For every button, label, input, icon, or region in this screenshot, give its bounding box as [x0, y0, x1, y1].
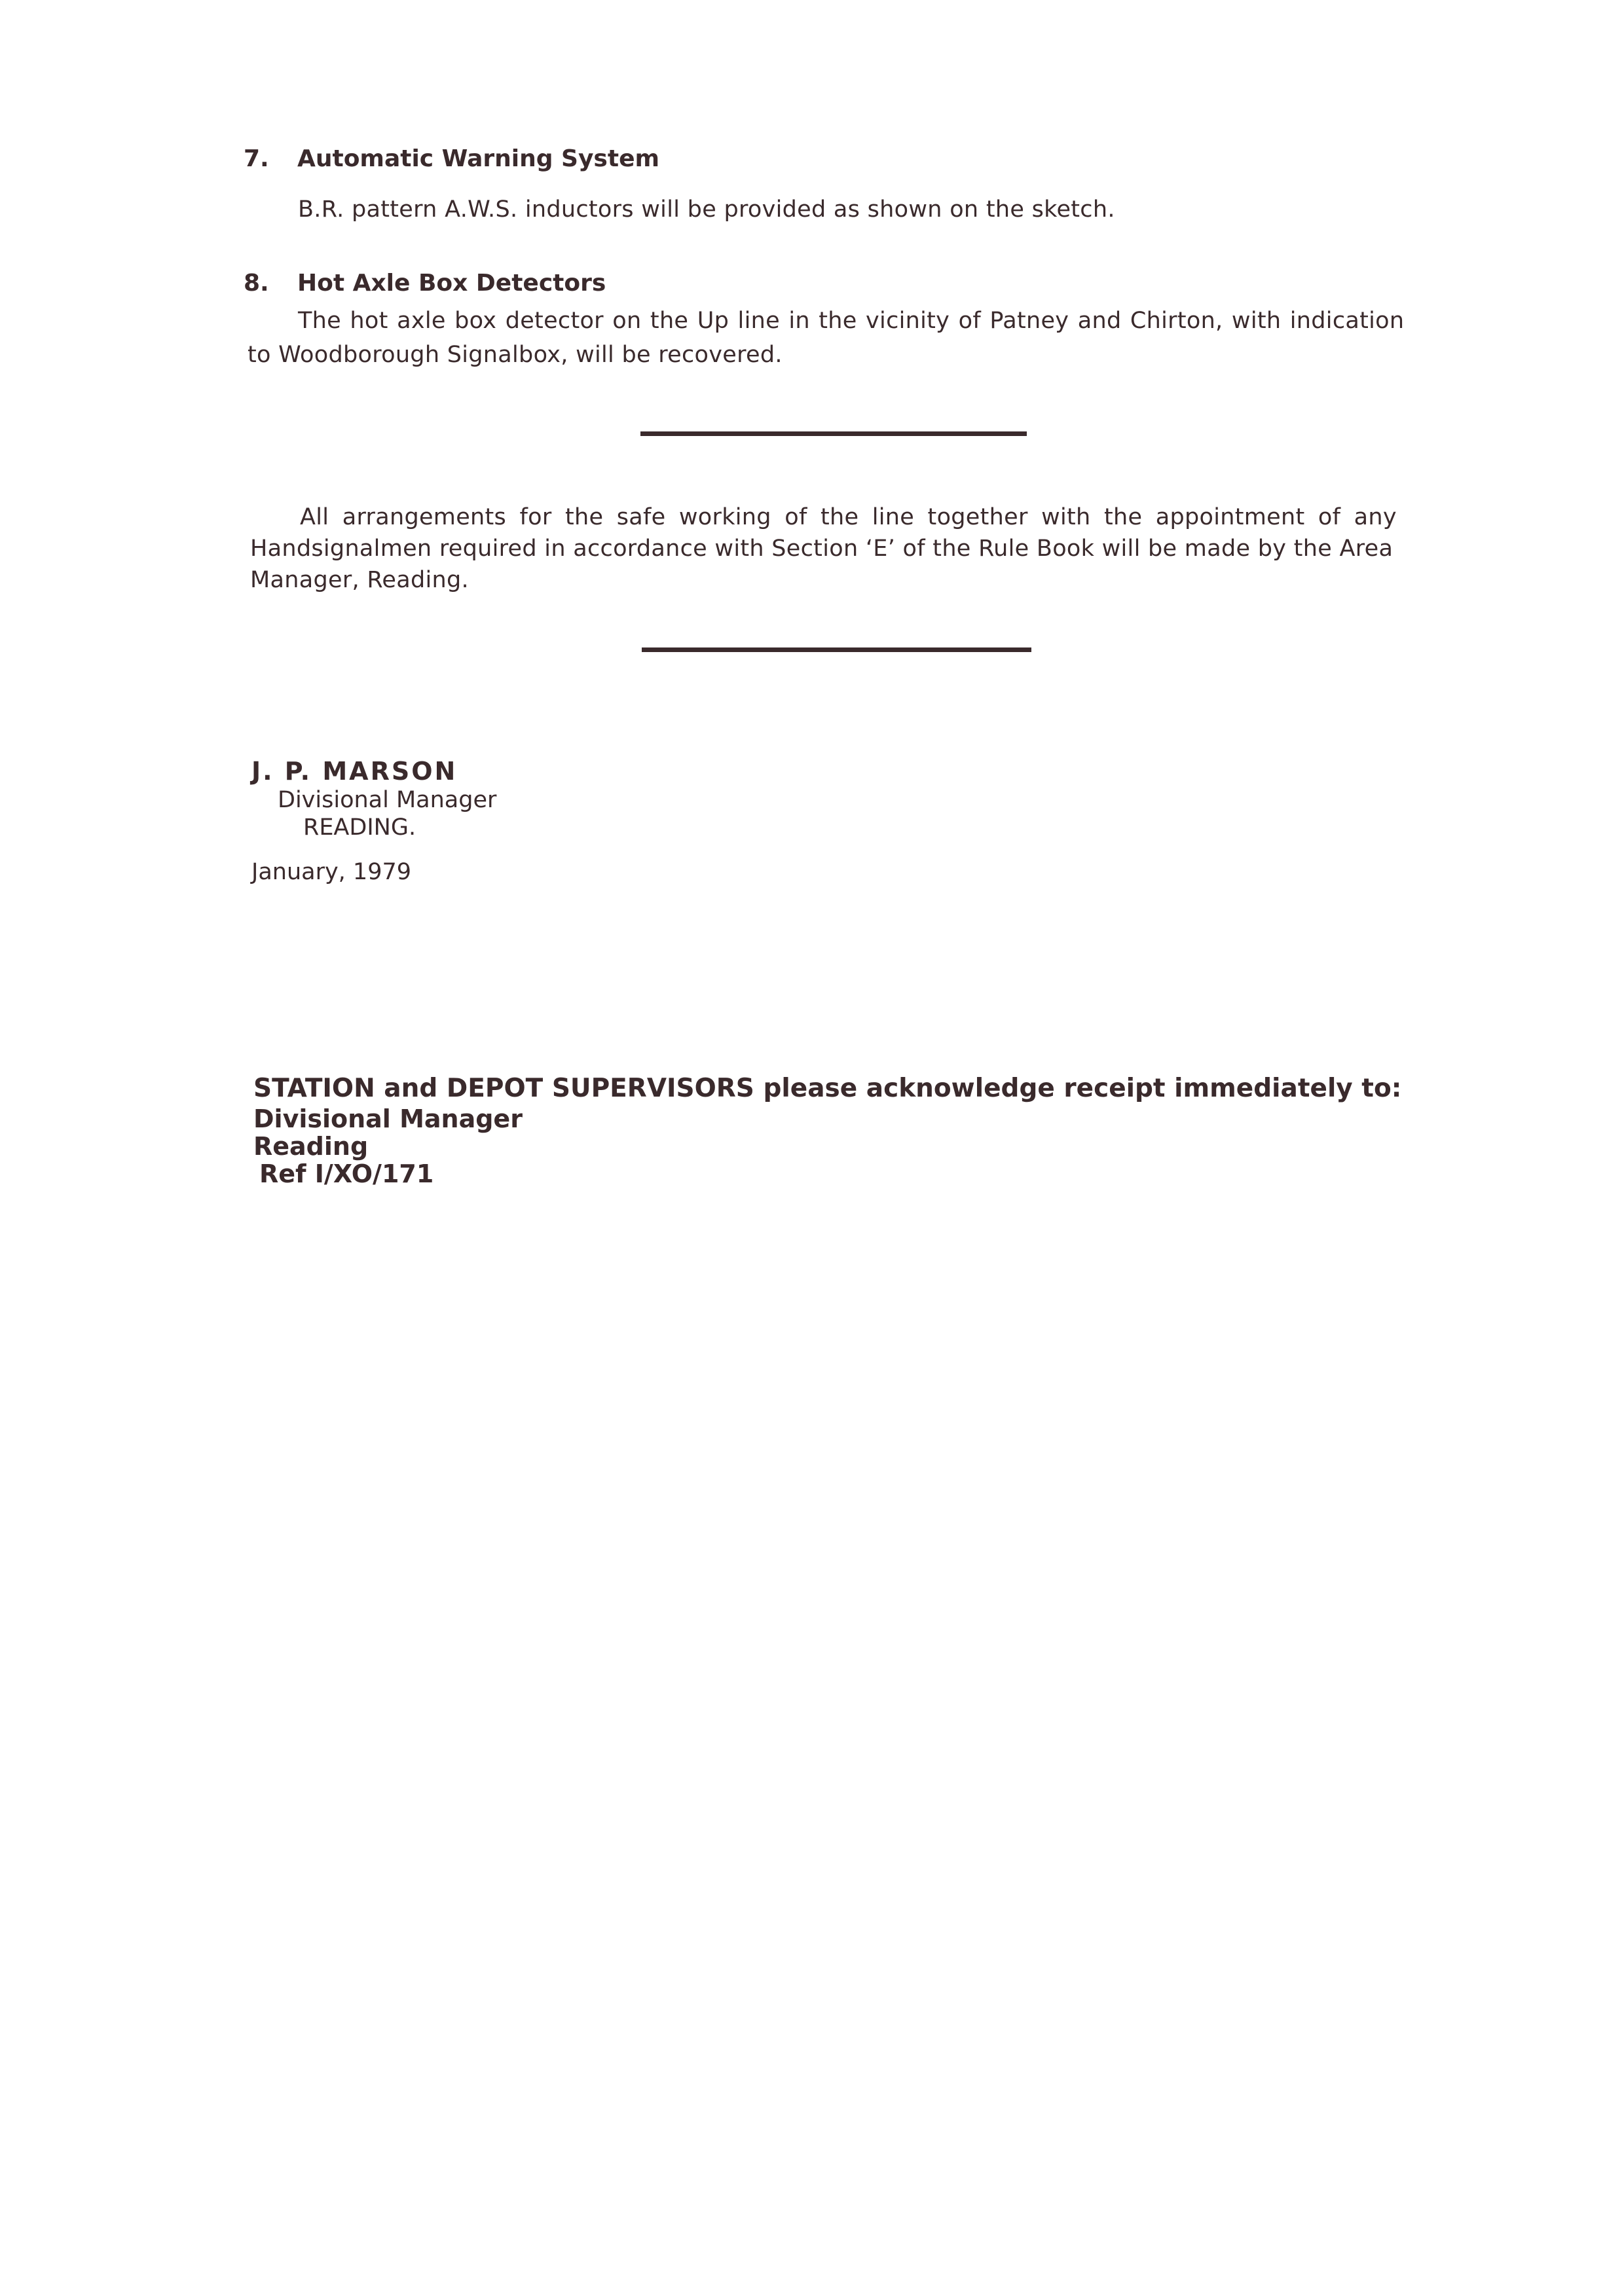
arrangements-text-line: Handsignalmen required in accordance with Section ‘E’ of the Rule Book will be made by the Area: [250, 536, 1393, 562]
signatory-location: READING.: [303, 814, 416, 841]
acknowledgement-recipient: Divisional Manager: [253, 1104, 523, 1133]
section-8-heading: [244, 270, 606, 297]
signatory-title: Divisional Manager: [278, 787, 497, 813]
section-8-text-line: to Woodborough Signalbox, will be recovered.: [248, 342, 783, 368]
document-date: January, 1979: [251, 859, 412, 885]
divider-rule: [642, 647, 1031, 652]
arrangements-text-line: All arrangements for the safe working of the line together with the appointment of any: [300, 504, 1397, 530]
divider-rule: [640, 431, 1027, 436]
acknowledgement-line: STATION and DEPOT SUPERVISORS please acknowledge receipt immediately to:: [253, 1074, 1402, 1103]
section-title: Hot Axle Box Detectors: [297, 270, 606, 297]
section-number: 8.: [244, 270, 269, 297]
acknowledgement-location: Reading: [253, 1132, 369, 1161]
section-title: Automatic Warning System: [297, 145, 659, 172]
section-8-text-line: The hot axle box detector on the Up line in the vicinity of Patney and Chirton, with indication: [298, 308, 1405, 334]
section-7-heading: [244, 145, 659, 172]
signatory-name: J. P. MARSON: [251, 757, 458, 786]
reference-number: Ref I/XO/171: [259, 1159, 434, 1188]
section-7-text-line: B.R. pattern A.W.S. inductors will be provided as shown on the sketch.: [298, 196, 1115, 223]
arrangements-text-line: Manager, Reading.: [250, 567, 469, 593]
section-number: 7.: [244, 145, 269, 172]
